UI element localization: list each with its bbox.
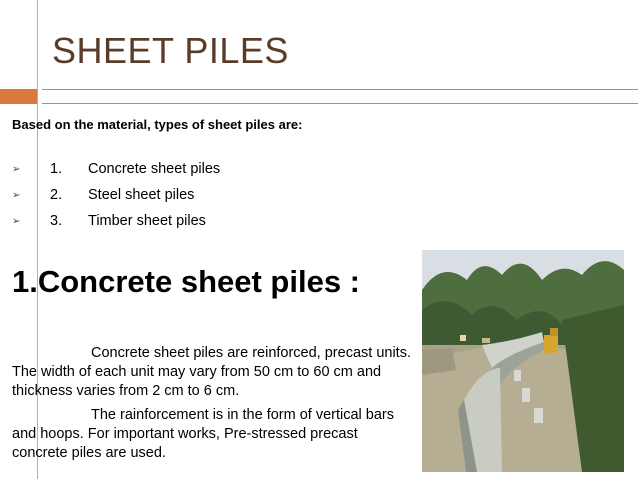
list-item-number: 3. [50,213,63,229]
list-item [12,182,220,208]
list-item-text: Concrete sheet piles [88,161,221,177]
slide-subtitle: Based on the material, types of sheet piles are: [12,117,303,132]
arrow-bullet-icon: ➢ [12,189,21,201]
list-item [12,208,220,234]
arrow-bullet-icon: ➢ [12,163,21,175]
arrow-bullet-icon: ➢ [12,215,21,227]
list-item-number: 2. [50,187,63,203]
paragraph-reinforcement: The rainforcement is in the form of vertical bars and hoops. For important works, Pre-stressed precast concrete piles are used. [12,407,395,461]
slide-title: SHEET PILES [52,30,289,71]
sheet-pile-types-list [12,156,220,234]
paragraph-dimensions: Concrete sheet piles are reinforced, precast units. The width of each unit may vary from 50 cm to 60 cm and thickness varies from 2 cm to 6 cm. [12,345,411,399]
list-item-text: Steel sheet piles [88,187,195,203]
list-item [12,156,220,182]
construction-site-image [422,250,624,472]
list-item-number: 1. [50,161,63,177]
title-accent-block [0,89,37,104]
title-rule-top [42,89,638,90]
section-heading: 1.Concrete sheet piles : [12,264,361,299]
concrete-sheet-pile-photo [422,250,624,472]
list-item-text: Timber sheet piles [88,213,206,229]
title-rule-bottom [42,103,638,104]
